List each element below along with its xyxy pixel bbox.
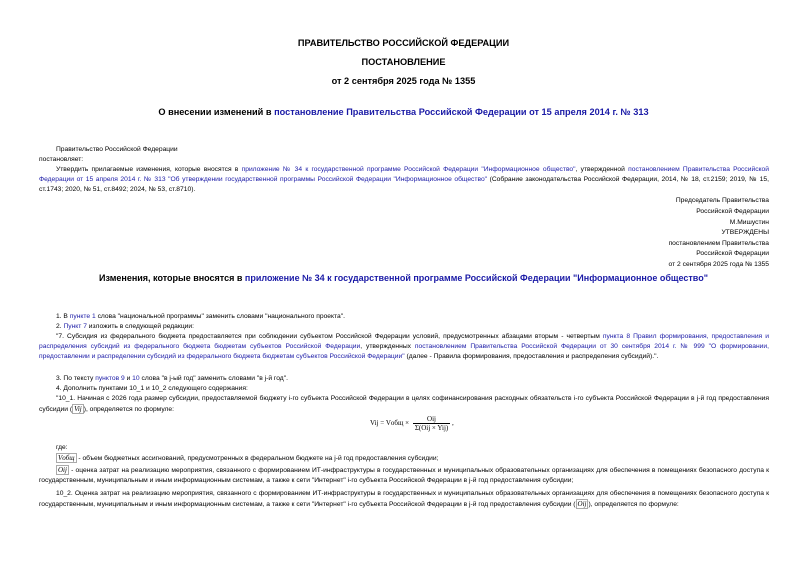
item-7-paragraph <box>39 332 769 363</box>
intro-link-resolution[interactable]: постановлением Правительства Российской Федерации от 15 апреля 2014 г. № 313 "Об утверждении государственной программы Российской Федерации "Информационное общество" <box>39 166 770 184</box>
approved-by-2: Российской Федерации <box>696 250 769 257</box>
o-ij-symbol-2: Oij <box>577 500 587 509</box>
formula-denominator: Σ(Oij × Yij) <box>414 424 449 432</box>
signer-title-2: Российской Федерации <box>696 208 769 215</box>
changes-title-link[interactable]: приложение № 34 к государственной программе Российской Федерации "Информационное общество" <box>244 273 708 283</box>
intro-link-appendix[interactable]: приложение № 34 к государственной программе Российской Федерации "Информационное общество" <box>241 166 576 173</box>
formula-lhs: Vij = Vобщ <box>370 419 404 428</box>
item-1-link[interactable]: пункте 1 <box>69 313 96 320</box>
org-title: ПРАВИТЕЛЬСТВО РОССИЙСКОЙ ФЕДЕРАЦИИ <box>297 38 510 48</box>
item-10-2-end: ), определяется по формуле: <box>588 501 679 509</box>
formula-numerator: Oij <box>413 415 450 424</box>
item-3-and: и <box>124 375 133 382</box>
signer-name: М.Мишустин <box>729 219 769 226</box>
item-7-link-resolution[interactable]: постановлением Правительства Российской Федерации от 30 сентября 2014 г. № 999 "О формировании, предоставлении и распределении субсидий из федерального бюджета бюджетам субъектов Российской Федерации" <box>39 343 769 361</box>
doc-date-number: от 2 сентября 2025 года № 1355 <box>331 76 476 86</box>
intro-text-c: (Собрание законодательства Российской Федерации, 2014, № 18, ст.2159; 2019, № 15, ст.1743; 2020, № 51, ст.8492; 2024, № 53, ст.8710). <box>39 176 769 194</box>
item-10-2-paragraph <box>39 489 769 510</box>
subject-link[interactable]: постановление Правительства Российской Федерации от 15 апреля 2014 г. № 313 <box>274 107 649 117</box>
legend-o <box>39 465 769 486</box>
item-10-1-end: ), определяется по формуле: <box>83 406 175 414</box>
item-2-text-b: изложить в следующей редакции: <box>86 323 194 330</box>
doc-type: ПОСТАНОВЛЕНИЕ <box>361 57 446 67</box>
intro-text-a: Утвердить прилагаемые изменения, которые вносятся в <box>56 166 242 173</box>
item-4: 4. Дополнить пунктами 10_1 и 10_2 следующего содержания: <box>56 385 248 392</box>
item-3-link-9[interactable]: пунктов 9 <box>95 375 125 382</box>
item-10-2-text: 10_2. Оценка затрат на реализацию мероприятия, связанного с формированием ИТ-инфраструктуры в государственных и муниципальных образовательных организациях для обеспечения в помещениях безопасного доступа к государственным, муниципальным и иным информационным системам, а также к сети "Интернет" i-го субъекта Российской Федерации в j-й год предоставления субсидии ( <box>39 490 769 509</box>
item-10-1-text: "10_1. Начиная с 2026 года размер субсидии, предоставляемой бюджету i-го субъекта Российской Федерации в целях софинансирования расходных обязательств i-го субъекта Российской Федерации в j-й год предоставления субсидии ( <box>39 395 769 414</box>
item-2 <box>56 322 194 332</box>
changes-title <box>0 273 807 283</box>
subject-prefix: О внесении изменений в <box>158 107 275 117</box>
legend-o-text: - оценка затрат на реализацию мероприятия, связанного с формированием ИТ-инфраструктуры в государственных и муниципальных образовательных организациях для обеспечения в помещениях безопасного доступа к государственным, муниципальным и иным информационным системам, а также к сети "Интернет" i-го субъекта Российской Федерации в j-й год предоставления субсидии; <box>39 467 770 485</box>
changes-title-prefix: Изменения, которые вносятся в <box>99 273 245 283</box>
item-7-text-b: , утвержденных <box>360 343 415 351</box>
item-7-link-rules[interactable]: пункта 8 Правил формирования, предоставления и распределения субсидий из федерального бюджета бюджетам субъектов Российской Федерации <box>39 333 769 351</box>
doc-subject <box>0 107 807 117</box>
item-7-text-a: "7. Субсидия из федерального бюджета предоставляется при соблюдении субъектом Российской Федерации условий, предусмотренных абзацами вторым - четвертым <box>56 333 603 340</box>
item-7-text-c: (далее - Правила формирования, предоставления и распределения субсидий).". <box>404 353 659 361</box>
item-3-link-10[interactable]: 10 <box>132 375 140 382</box>
o-ij-symbol: Oij <box>58 466 67 474</box>
formula-fraction <box>413 415 450 432</box>
signer-title-1: Председатель Правительства <box>675 197 769 204</box>
item-2-link[interactable]: Пункт 7 <box>63 323 87 330</box>
item-3-text-a: 3. По тексту <box>56 375 96 382</box>
approved-date: от 2 сентября 2025 года № 1355 <box>668 261 769 268</box>
item-10-1-paragraph <box>39 394 769 415</box>
v-ij-symbol: Vij <box>74 405 82 414</box>
intro-resolves: постановляет: <box>39 156 84 163</box>
approved-by-1: постановлением Правительства <box>668 240 769 247</box>
formula-comma: , <box>452 419 454 428</box>
intro-paragraph <box>39 165 769 196</box>
legend-v-text: - объем бюджетных ассигнований, предусмотренных в федеральном бюджете на j-й год предоставления субсидии; <box>78 455 439 462</box>
legend-where: где: <box>56 444 68 451</box>
intro-gov: Правительство Российской Федерации <box>56 146 178 153</box>
item-2-text-a: 2. <box>56 323 64 330</box>
intro-text-b: , утвержденной <box>575 166 629 173</box>
item-1 <box>56 312 345 322</box>
subsidy-formula <box>370 415 454 432</box>
legend-v <box>56 453 439 464</box>
approved-label: УТВЕРЖДЕНЫ <box>721 229 769 236</box>
item-1-text-b: слова "национальной программы" заменить словами "национального проекта". <box>95 313 345 320</box>
formula-times: × <box>405 419 410 428</box>
item-3 <box>56 374 288 384</box>
item-1-text-a: 1. В <box>56 313 70 320</box>
v-total-symbol: Vобщ <box>58 454 75 462</box>
item-3-text-b: слова "в j-ый год" заменить словами "в j-й год". <box>139 375 288 382</box>
